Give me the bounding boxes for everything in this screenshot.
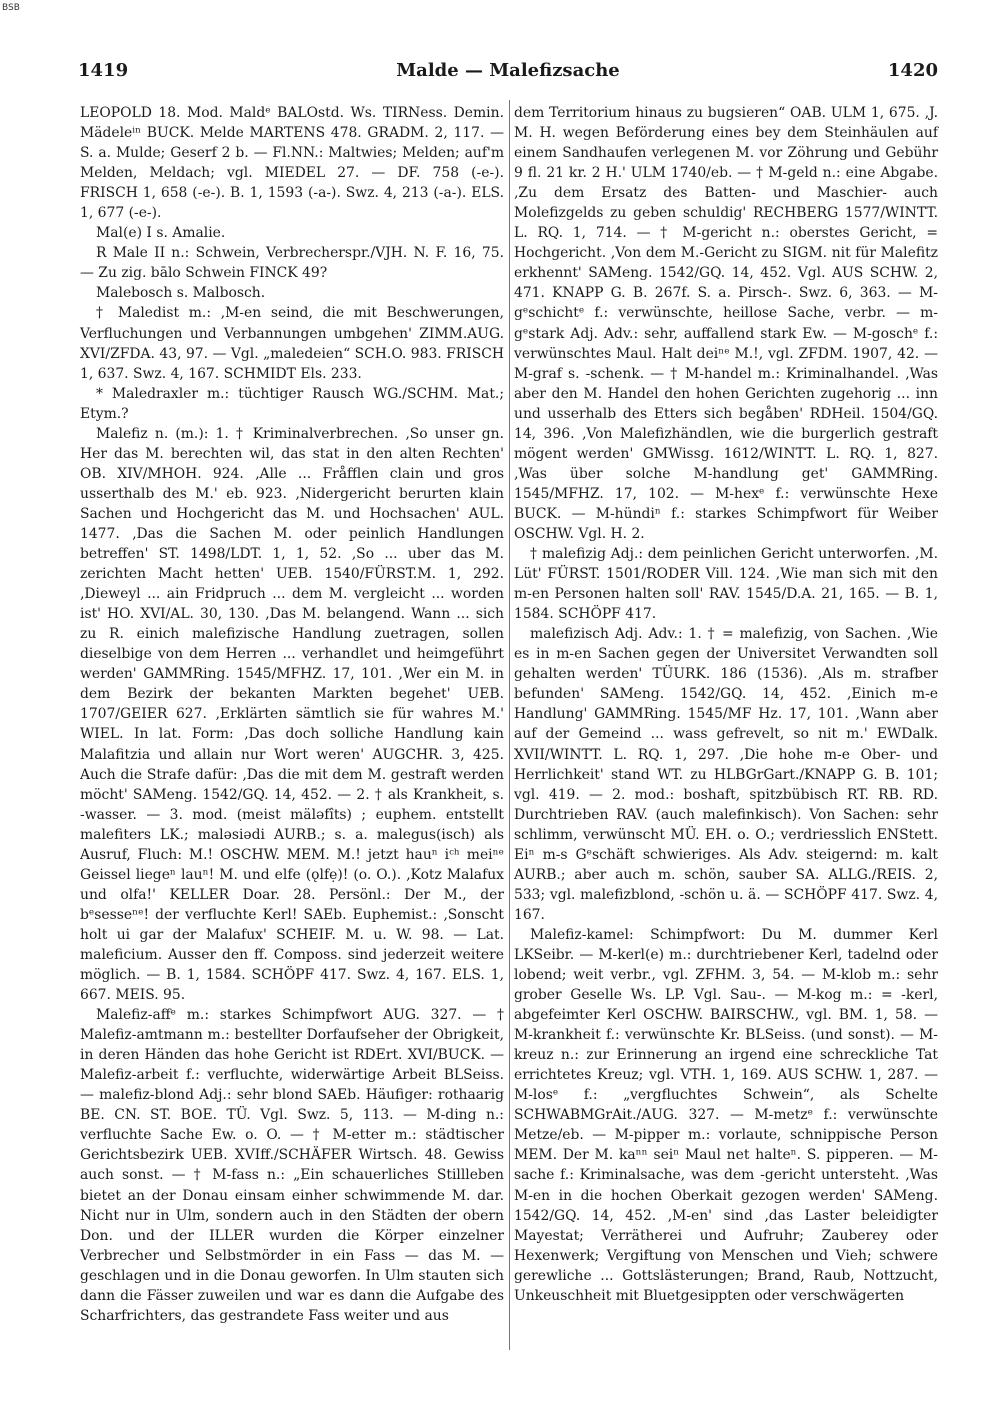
dictionary-entry: Malefiz n. (m.): 1. † Kriminalverbrechen. ‚So unser gn. Her das M. berechten wil, das stat in den alten Rechten' OB. XIV/MHOH. 924. ‚Alle ... Fråfflen clain und gros usserthalb des M.' eb. 923. ‚Nidergericht berurten klain Sachen und Hochgericht das M. und Hochsachen' AUL. 1477. ‚Das die Sachen M. oder peinlich Handlungen betreffen' ST. 1498/LDT. 1, 1, 52. ‚So ... uber das M. zerichten Macht hetten' UEB. 1540/FÜRST.M. 1, 292. ‚Dieweyl ... ain Fridpruch ... dem M. vergleicht ... worden ist' HO. XVI/AL. 30, 130. ‚Das M. belangend. Wann ... sich zu R. einich malefizische Handlung zuetragen, sollen dieselbige von dem Herren ... verhandlet und heimgeführt werden' GAMMRing. 1545/MFHZ. 17, 101. ‚Wer ein M. in dem Bezirk der bekanten Markten begehet' UEB. 1707/GEIER 627. ‚Erklärten sämtlich sie für wahres M.' WIEL. In lat. Form: ‚Das doch solliche Handlung kain Malafitzia und allain nur Wort weren' AUGCHR. 3, 425. Auch die Strafe dafür: ‚Das die mit dem M. gestraft werden möcht' SAMeng. 1542/GQ. 14, 452. — 2. † als Krankheit, s. -wasser. — 3. mod. (meist mälәfîts) ; euphem. entstellt malefiters LK.; malәsiәdi AURB.; s. a. malegus(isch) als Ausruf, Fluch: M.! OSCHW. MEM. M.! jetzt hauⁿ iᶜʰ meiⁿᵉ Geissel liegeⁿ lauⁿ! M. und elfe (ǫlfẹ)! (o. O.). ‚Kotz Malafux und olfa!' KELLER Doar. 28. Persönl.: Der M., der bᵉsesseⁿᵉ! der verfluchte Kerl! SAEb. Euphemist.: ‚Sonscht holt ui gar der Malafux' SCHEIF. M. u. W. 98. — Lat. maleficium. Ausser den ff. Composs. sind jederzeit weitere möglich. — B. 1, 1584. SCHÖPF 417. Swz. 4, 167. ELS. 1, 667. MEIS. 95. [80, 425, 504, 1004]
dictionary-entry: dem Territorium hinaus zu bugsieren“ OAB. ULM 1, 675. ‚J. M. H. wegen Beförderung eines bey dem Steinhäulen auf einem Sandhaufen verlegenen M. vor Zöhrung und Gebühr 9 fl. 21 kr. 2 H.' ULM 1740/eb. — † M-geld n.: eine Abgabe. ‚Zu dem Ersatz des Batten- und Maschier- auch Molefizgelds zu geben schuldig' RECHBERG 1577/WINTT. L. RQ. 1, 714. — † M-gericht n.: oberstes Gericht, = Hochgericht. ‚Von dem M.-Gericht zu SIGM. nit für Malefitz erkhennt' SAMeng. 1542/GQ. 14, 452. Vgl. AUS SCHW. 2, 471. KNAPP G. B. 267f. S. a. Pirsch-. Swz. 6, 363. — M-gᵉschichtᵉ f.: verwünschte, heillose Sache, verbr. — m-gᵉstark Adj. Adv.: sehr, auffallend stark Ew. — M-goschᵉ f.: verwünschtes Maul. Halt deiⁿᵉ M.!, vgl. ZFDM. 1907, 42. — M-graf s. -schenk. — † M-handel m.: Kriminalhandel. ‚Was aber den M. Handel den hohen Gerichten zugehorig ... inn und usserhalb des Etters sich begåben' RDHeil. 1504/GQ. 14, 396. ‚Von Malefizhändlen, wie die burgerlich gestraft mögent werden' GMWissg. 1612/WINTT. L. RQ. 1, 827. ‚Was über solche M-handlung get' GAMMRing. 1545/MFHZ. 17, 102. — M-hexᵉ f.: verwünschte Hexe BUCK. — M-hündiⁿ f.: starkes Schimpfwort für Weiber OSCHW. Vgl. H. 2. [514, 105, 938, 542]
right-column [514, 103, 938, 1306]
page-number-left: 1419 [78, 60, 129, 81]
dictionary-entry: Malebosch s. Malbosch. [96, 285, 266, 302]
dictionary-entry: † malefizig Adj.: dem peinlichen Gericht unterworfen. ‚M. Lüt' FÜRST. 1501/RODER Vill. 124. ‚Wie man sich mit den m-en Personen halten soll' RAV. 1545/D.A. 21, 165. — B. 1, 1584. SCHÖPF 417. [514, 546, 938, 623]
column-divider [509, 100, 510, 1350]
dictionary-entry: malefizisch Adj. Adv.: 1. † = malefizig, von Sachen. ‚Wie es in m-en Sachen gegen der Universitet Verwandten soll gehalten werden' TÜURK. 186 (1536). ‚Als m. strafber befunden' SAMeng. 1542/GQ. 14, 452. ‚Einich m-e Handlung' GAMMRing. 1545/MF Hz. 17, 101. ‚Wann aber auf der Gemeind ... wass gefrevelt, so nit m.' EWDalk. XVII/WINTT. L. RQ. 1, 297. ‚Die hohe m-e Ober- und Herrlichkeit' stand WT. zu HLBGrGart./KNAPP G. B. 101; vgl. 419. — 2. mod.: boshaft, spitzbübisch RT. RB. RD. Durchtrieben RAV. (auch malefinkisch). Von Sachen: sehr schlimm, verwünscht MÜ. EH. o. O.; verdriesslich ENStett. Eiⁿ m-s Gᵉschäft schwieriges. Als Adv. steigernd: m. kalt AURB.; aber auch m. schön, sauber SA. ALLG./REIS. 2, 533; vgl. malefizblond, -schön u. ä. — SCHÖPF 417. Swz. 4, 167. [514, 626, 938, 923]
dictionary-entry: Malefiz-affᵉ m.: starkes Schimpfwort AUG. 327. — † Malefiz-amtmann m.: bestellter Dorfaufseher der Obrigkeit, in deren Händen das hohe Gericht ist RDErt. XVI/BUCK. — Malefiz-arbeit f.: verfluchte, widerwärtige Arbeit BLSeiss. — malefiz-blond Adj.: sehr blond SAEb. Häufiger: rothaarig BE. CN. ST. BOE. TÜ. Vgl. Swz. 5, 113. — M-ding n.: verfluchte Sache Ew. o. O. — † M-etter m.: städtischer Gerichtsbezirk UEB. XVIff./SCHÄFER Wirtsch. 48. Gewiss auch sonst. — † M-fass n.: „Ein schauerliches Stillleben bietet an der Donau einsam einher schwimmende M. dar. Nicht nur in Ulm, sondern auch in den Städten der obern Don. und der ILLER wurden die Körper einzelner Verbrecher und Selbstmörder in ein Fass — das M. — geschlagen und in die Donau geworfen. In Ulm stauten sich dann die Fässer zuweilen und war es dann die Aufgabe des Scharfrichters, das gestrandete Fass weiter und aus [80, 1007, 504, 1324]
page-title: Malde — Malefizsache [396, 60, 620, 81]
library-stamp: BSB [2, 3, 20, 13]
dictionary-entry: † Maledist m.: ‚M-en seind, die mit Beschwerungen, Verfluchungen und Verbannungen umbgehen' ZIMM.AUG. XVI/ZFDA. 43, 97. — Vgl. „maledeien“ SCH.O. 983. FRISCH 1, 637. Swz. 4, 167. SCHMIDT Els. 233. [80, 305, 504, 382]
dictionary-entry: R Male II n.: Schwein, Verbrecherspr./VJH. N. F. 16, 75. — Zu zig. bālo Schwein FINCK 49? [80, 245, 504, 282]
dictionary-entry: Malefiz-kamel: Schimpfwort: Du M. dummer Kerl LKSeibr. — M-kerl(e) m.: durchtriebener Kerl, tadelnd oder lobend; weit verbr., vgl. ZFHM. 3, 54. — M-klob m.: sehr grober Geselle Ws. LP. Vgl. Sau-. — M-kog m.: = -kerl, abgefeimter Kerl OSCHW. BAIRSCHW., vgl. BM. 1, 58. — M-krankheit f.: verwünschte Kr. BLSeiss. (und sonst). — M-kreuz n.: zur Erinnerung an irgend eine schreckliche Tat errichtetes Kreuz; vgl. VTH. 1, 169. AUS SCHW. 1, 287. — M-losᵉ f.: „vergfluchtes Schwein“, als Schelte SCHWABMGrAit./AUG. 327. — M-metzᵉ f.: verwünschte Metze/eb. — M-pipper m.: vorlaute, schnippische Person MEM. Der M. kaⁿⁿ seiⁿ Maul net halteⁿ. S. pipperen. — M-sache f.: Kriminalsache, was dem -gericht untersteht. ‚Was M-en in die hochen Oberkait gezogen werden' SAMeng. 1542/GQ. 14, 452. ‚M-en' sind ‚das Laster beleidigter Mayestat; Verrätherei und Aufruhr; Zauberey oder Hexenwerk; Vergiftung von Menschen und Vieh; schwere gerewliche ... Gottslästerungen; Brand, Raub, Nottzucht, Unkeuschheit mit Bluetgesippten oder verschwägerten [514, 926, 938, 1304]
page-number-right: 1420 [887, 60, 938, 81]
dictionary-entry: * Maledraxler m.: tüchtiger Rausch WG./SCHM. Mat.; Etym.? [80, 385, 504, 422]
left-column [80, 103, 504, 1326]
dictionary-entry: LEOPOLD 18. Mod. Maldᵉ BALOstd. Ws. TIRNess. Demin. Mädeleⁱⁿ BUCK. Melde MARTENS 478. GRADM. 2, 117. — S. a. Mulde; Geserf 2 b. — Fl.NN.: Maltwies; Melden; auf'm Melden, Meldach; vgl. MIEDEL 27. — DF. 758 (-e-). FRISCH 1, 658 (-e-). B. 1, 1593 (-a-). Swz. 4, 213 (-a-). ELS. 1, 677 (-e-). [80, 105, 504, 222]
dictionary-entry: Mal(e) I s. Amalie. [96, 225, 226, 242]
running-header [78, 60, 938, 84]
